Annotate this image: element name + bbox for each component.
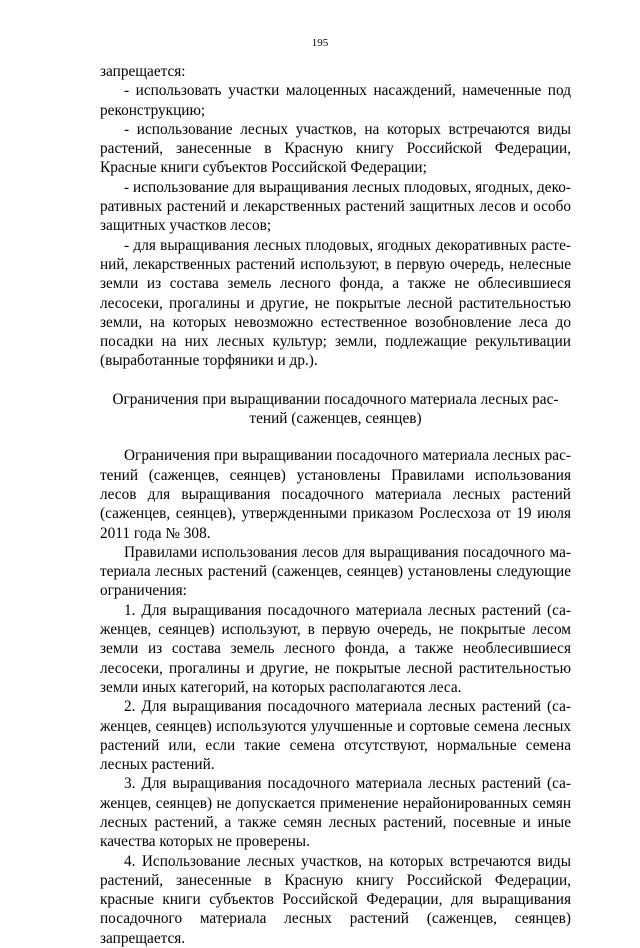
section-heading: Ограничения при выращивании посадочного материала лесных растений (саженцев, сеянцев) — [112, 390, 559, 428]
paragraph: - использование для выращивания лесных плодовых, ягодных, декоративных растений и лекарственных растений защитных лесов и особо защитных участков лесов; — [100, 178, 571, 235]
paragraph: - использовать участки малоценных насаждений, намеченные под реконструкцию; — [100, 82, 571, 119]
paragraph: запрещается: — [100, 63, 186, 80]
paragraph: - использование лесных участков, на которых встречаются виды растений, занесенные в Красную книгу Российской Федерации, Красные книги субъектов Российской Федерации; — [100, 120, 571, 177]
page-number: 195 — [311, 37, 329, 49]
paragraph: Правилами использования лесов для выращивания посадочного материала лесных растений (саженцев, сеянцев) установлены следующие ограничения: — [100, 543, 571, 600]
paragraph: Ограничения при выращивании посадочного материала лесных растений (саженцев, сеянцев) установлены Правилами использования лесов для выращивания посадочного материала лесных растений (саженцев, сеянцев), утвержденными приказом Рослесхоза от 19 июля 2011 года № 308. — [100, 447, 571, 542]
paragraph: - для выращивания лесных плодовых, ягодных декоративных растений, лекарственных растений используют, в первую очередь, нелесные земли из состава земель лесного фонда, а также не облесившиеся лесосеки, прогалины и другие, не покрытые лесной растительностью земли, на которых невозможно естественное возобновление леса до посадки на них лесных культур; земли, подлежащие рекультивации (выработанные торфяники и др.). — [100, 236, 571, 370]
paragraph: 4. Использование лесных участков, на которых встречаются виды растений, занесенные в Красную книгу Российской Федерации, красные книги субъектов Российской Федерации, для выращивания посадочного материала лесных растений (саженцев, сеянцев) запрещается. — [100, 852, 571, 947]
paragraph: 2. Для выращивания посадочного материала лесных растений (саженцев, сеянцев) используются улучшенные и сортовые семена лесных растений или, если такие семена отсутствуют, нормальные семена лесных растений. — [100, 698, 571, 774]
paragraph: 1. Для выращивания посадочного материала лесных растений (саженцев, сеянцев) используют, в первую очередь, не покрытые лесом земли из состава земель лесного фонда, а также необлесившиеся лесосеки, прогалины и другие, не покрытые лесной растительностью земли иных категорий, на которых располагаются леса. — [100, 601, 571, 696]
page-body — [100, 62, 571, 948]
paragraph: 3. Для выращивания посадочного материала лесных растений (саженцев, сеянцев) не допускается применение нерайонированных семян лесных растений, а также семян лесных растений, посевные и иные качества которых не проверены. — [100, 775, 571, 851]
